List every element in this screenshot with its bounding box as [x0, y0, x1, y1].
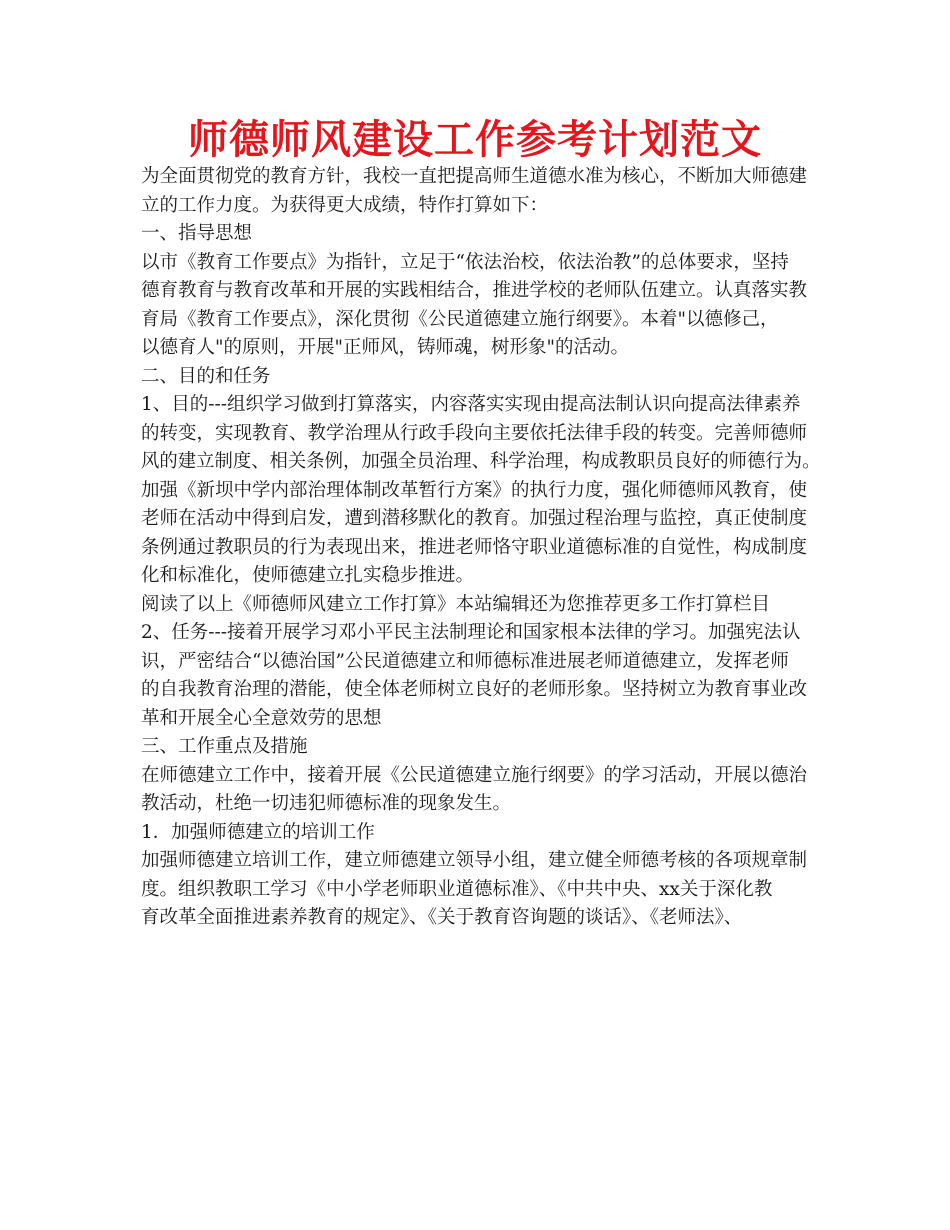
- text-line: 的自我教育治理的潜能，使全体老师树立良好的老师形象。坚持树立为教育事业改: [141, 679, 808, 700]
- section-heading: [141, 363, 821, 392]
- text-line: 三、工作重点及措施: [141, 736, 308, 757]
- page-title: 师德师风建设工作参考计划范文: [188, 117, 762, 163]
- paragraph: [141, 249, 821, 363]
- section-heading: [141, 819, 821, 848]
- text-line: 以德育人"的原则，开展"正师风，铸师魂，树形象"的活动。: [141, 337, 630, 358]
- text-line: 1、目的---组织学习做到打算落实，内容落实实现由提高法制认识向提高法律素养: [141, 394, 801, 415]
- paragraph: [141, 762, 821, 819]
- text-line: 育改革全面推进素养教育的规定》、《关于教育咨询题的谈话》、《老师法》、: [141, 907, 743, 928]
- section-heading: [141, 733, 821, 762]
- text-line: 革和开展全心全意效劳的思想: [141, 707, 382, 729]
- paragraph: [141, 163, 821, 220]
- text-line: 教活动，杜绝一切违犯师德标准的现象发生。: [141, 793, 512, 814]
- text-line: 育局《教育工作要点》，深化贯彻《公民道德建立施行纲要》。本着"以德修己，: [141, 308, 779, 330]
- text-line: 识，严密结合“以德治国”公民道德建立和师德标准进展老师道德建立，发挥老师: [141, 650, 789, 672]
- text-line: 加强《新坝中学内部治理体制改革暂行方案》的执行力度，强化师德师风教育，使: [141, 479, 808, 501]
- paragraph: [141, 619, 821, 733]
- text-line: 德育教育与教育改革和开展的实践相结合，推进学校的老师队伍建立。认真落实教: [141, 280, 808, 301]
- text-line: 立的工作力度。为获得更大成绩，特作打算如下：: [141, 194, 549, 216]
- text-line: 的转变，实现教育、教学治理从行政手段向主要依托法律手段的转变。完善师德师: [141, 422, 808, 444]
- text-line: 1．加强师德建立的培训工作: [141, 821, 375, 843]
- text-line: 2、任务---接着开展学习邓小平民主法制理论和国家根本法律的学习。加强宪法认: [141, 622, 801, 643]
- section-heading: [141, 220, 821, 249]
- text-line: 为全面贯彻党的教育方针，我校一直把提高师生道德水准为核心，不断加大师德建: [141, 166, 808, 187]
- text-line: 条例通过教职员的行为表现出来，推进老师恪守职业道德标准的自觉性，构成制度: [141, 536, 808, 558]
- text-line: 在师德建立工作中，接着开展《公民道德建立施行纲要》的学习活动，开展以德治: [141, 764, 808, 786]
- text-line: 一、指导思想: [141, 223, 253, 244]
- text-line: 以市《教育工作要点》为指针，立足于“依法治校，依法治教”的总体要求，坚持: [141, 251, 789, 273]
- paragraph: [141, 391, 821, 591]
- text-line: 阅读了以上《师德师风建立工作打算》本站编辑还为您推荐更多工作打算栏目: [141, 593, 771, 615]
- text-line: 度。组织教职工学习《中小学老师职业道德标准》、《中共中央、xx关于深化教: [141, 878, 773, 900]
- paragraph: [141, 847, 821, 933]
- text-line: 风的建立制度、相关条例，加强全员治理、科学治理，构成教职员良好的师德行为。: [141, 451, 821, 472]
- paragraph: [141, 591, 821, 620]
- text-line: 二、目的和任务: [141, 365, 271, 387]
- text-line: 老师在活动中得到启发，遭到潜移默化的教育。加强过程治理与监控，真正使制度: [141, 508, 808, 529]
- text-line: 化和标准化，使师德建立扎实稳步推进。: [141, 565, 475, 586]
- text-line: 加强师德建立培训工作，建立师德建立领导小组，建立健全师德考核的各项规章制: [141, 850, 808, 871]
- document-body: [141, 163, 821, 933]
